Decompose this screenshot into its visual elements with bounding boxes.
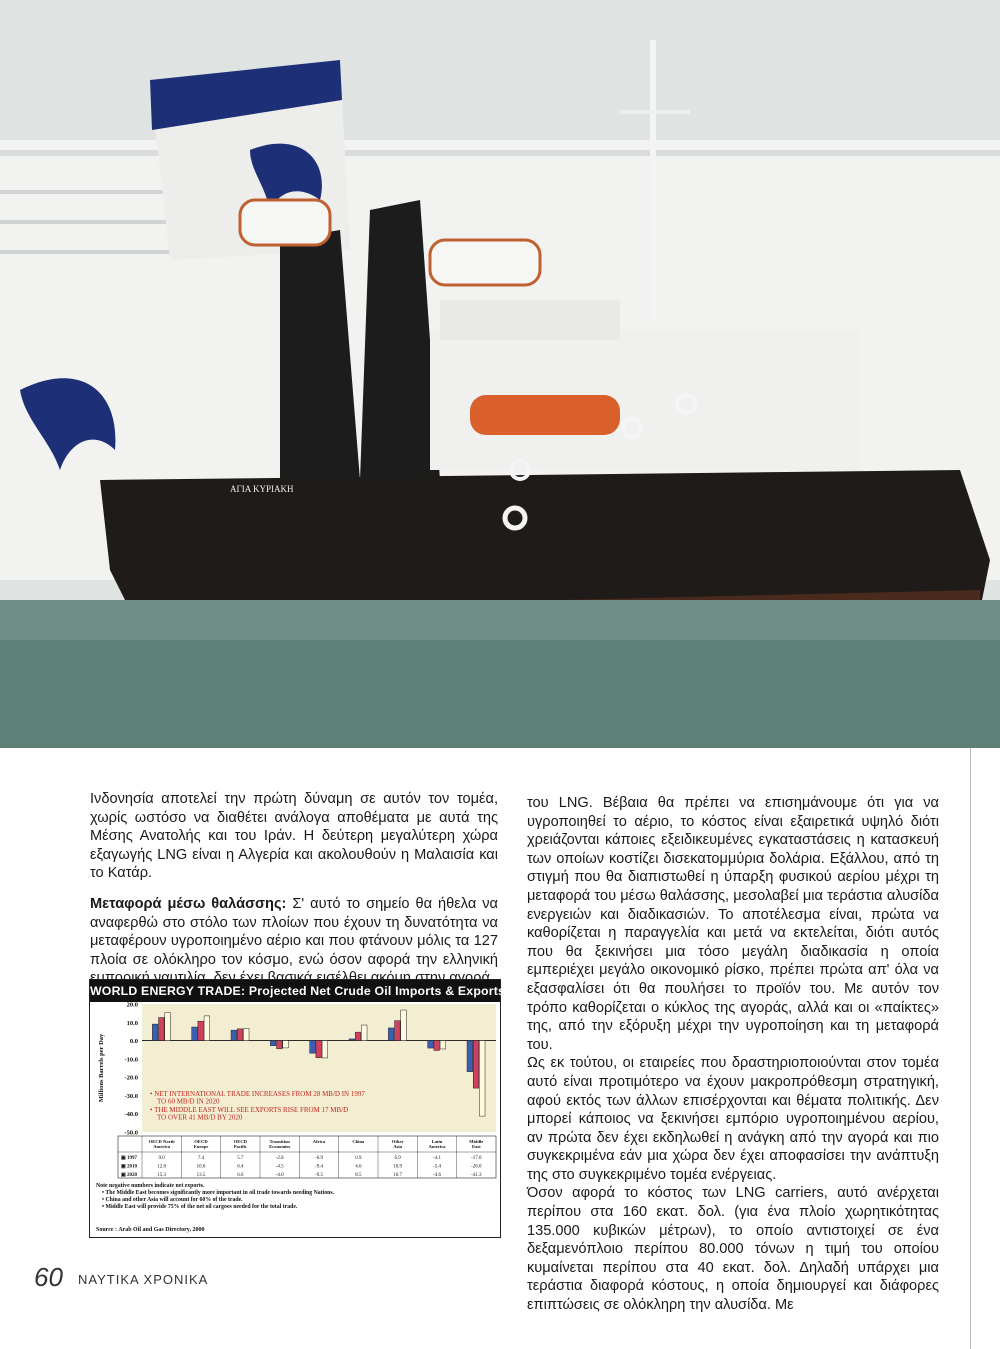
bar-2020 [479, 1041, 485, 1117]
left-para-2-text: Σ' αυτό το σημείο θα ήθελα να αναφερθώ στο στόλο των πλοίων που έχουν τη δυνατότητα να μεταφέρουν υγροποιημένο αέριο και που φτάνουν μόλις τα 127 πλοία σε ολόκληρο τον κόσμο, ενώ όσον αφορά την ελληνική [90, 895, 498, 968]
energy-trade-chart [89, 979, 570, 1238]
table-cell: 10.6 [196, 1164, 206, 1170]
bar-2010 [277, 1041, 283, 1049]
left-para-1: Ινδονησία αποτελεί την πρώτη δύναμη σε αυτόν τον τομέα, χωρίς ωστόσο να διαθέτει ανάλογα αποθέματα με αυτά της Μέσης Ανατολής και του Ιράν. Η δεύτερη μεγαλύτερη χώρα εξαγωγής LNG είναι η Αλγερία και ακολουθούν η Μαλαισία και το Κατάρ. [90, 791, 498, 882]
table-cell: -41.3 [471, 1173, 482, 1178]
right-para-3: Όσον αφορά το κόστος των LNG carriers, αυτό ανέρχεται περίπου στα 160 εκατ. δολ. (για ένα πλοίο χωρητικότητας 135.000 κυβικών μέτρων), το οποίο αντιστοιχεί σε ένα δεξαμενόπλοιο περίπου 80.000 τόνων η τιμή του οποίου κυμαίνεται περίπου στα 40 εκατ. δολ. Δηλαδή υπάρχει μια τεράστια διαφορά κόστους, η οποία δημιουργεί και διάφορες επιπτώσεις σε ολόκληρη την αλυσίδα. Με [527, 1185, 939, 1314]
table-cell: 6.4 [237, 1164, 244, 1170]
annotation-continuation: TO 60 MB/D IN 2020 [157, 1097, 220, 1106]
bar-2010 [198, 1021, 204, 1040]
table-cell: 15.3 [157, 1173, 167, 1178]
publication-name: ΝΑΥΤΙΚΑ ΧΡΟΝΙΚΑ [78, 1272, 209, 1287]
table-cell: 10.9 [393, 1164, 403, 1170]
table-row-label: ▣ 1997 [121, 1156, 137, 1161]
chart-title: WORLD ENERGY TRADE: Projected Net Crude Oil Imports & Exports 1997-2020 [90, 980, 500, 1002]
ship-name: ΑΓΙΑ ΚΥΡΙΑΚΗ [230, 484, 294, 494]
page-edge [970, 748, 971, 1349]
annotation-continuation: TO OVER 41 MB/D BY 2020 [157, 1113, 243, 1122]
bar-2020 [283, 1041, 289, 1048]
table-cell: -9.4 [315, 1164, 323, 1170]
bar-2010 [316, 1041, 322, 1058]
category-label: Middle East [469, 1139, 484, 1149]
category-label: Latin America [428, 1139, 446, 1149]
category-label: China [352, 1139, 365, 1144]
left-para-2 [90, 895, 498, 988]
table-cell: -2.8 [275, 1156, 284, 1161]
bar-2020 [440, 1041, 446, 1049]
annotation-2: THE MIDDLE EAST WILL SEE EXPORTS RISE FROM 17 MB/D [154, 1106, 349, 1114]
table-cell: -6.9 [315, 1156, 323, 1161]
bar-1997 [310, 1041, 316, 1054]
table-cell: -4.1 [433, 1156, 441, 1161]
bar-2020 [322, 1041, 328, 1058]
left-column [90, 790, 498, 988]
table-cell: -26.0 [471, 1164, 482, 1170]
table-cell: -5.4 [433, 1164, 441, 1170]
y-tick-label: -40.0 [124, 1111, 138, 1119]
category-label: OECD North America [148, 1139, 175, 1149]
section-heading: Μεταφορά μέσω θαλάσσης: [90, 895, 287, 912]
bar-2010 [355, 1032, 361, 1040]
table-cell: 6.6 [237, 1173, 244, 1178]
table-cell: 6.9 [394, 1156, 401, 1161]
bar-2010 [395, 1021, 401, 1041]
right-para-1: του LNG. Βέβαια θα πρέπει να επισημάνουμε ότι για να υγροποιηθεί το αέριο, το κόστος είναι εξαιρετικά υψηλό διότι χρειάζονται κάποιες εξειδικευμένες εγκαταστάσεις η κατασκευή των οποίων κοστίζει δισεκατομμύρια δολάρια. Εξάλλου, από τη στιγμή που θα διαπιστωθεί η ύπαρξη φυσικού αερίου μέχρι τη μεταφορά του μέσω θαλάσσης, μεσολαβεί μια τεράστια αλυσίδα ενεργειών και διαδικασιών. Το αποτέλεσμα είναι, πρώτα να καθορίζεται η παραγγελία και μετά να εκτελείται, διότι αυτός που θα ξεκινήσει μια τόσο μεγάλη διαδικασία η οποία εμπεριέχει μεγάλο οικονομικό ρίσκο, πρέπει πρώτα απ' όλα να εξασφαλίσει ότι θα πουλήσει το προϊόν του. Με αυτόν τον τρόπο καθορίζεται ο κύκλος της αγοράς, αλλά και οι «παίκτες» της, από την εξόρυξη μέχρι την υγροποίηση και τη μεταφορά του. [527, 795, 939, 1053]
bar-2020 [243, 1029, 249, 1041]
right-column [527, 794, 939, 1315]
chart-note: • The Middle East becomes significantly more important in oil trade towards needing Nations. [102, 1190, 335, 1196]
page-number: 60 [34, 1262, 63, 1292]
bar-1997 [152, 1024, 158, 1040]
bar-1997 [192, 1027, 198, 1041]
category-label: Transition Economies [269, 1139, 291, 1149]
chart-note: Note negative numbers indicate net exports. [96, 1183, 205, 1189]
bar-2020 [361, 1025, 367, 1041]
bar-2010 [473, 1041, 479, 1089]
table-cell: 0.9 [355, 1156, 362, 1161]
table-cell: -4.5 [275, 1164, 284, 1170]
table-cell: 7.4 [197, 1156, 205, 1161]
bar-2020 [401, 1010, 407, 1041]
table-cell: -17.0 [471, 1156, 482, 1161]
bar-1997 [349, 1039, 355, 1041]
table-row-label: ▣ 2010 [121, 1164, 137, 1170]
y-tick-label: 0.0 [129, 1038, 138, 1046]
table-cell: -9.5 [315, 1173, 323, 1178]
bar-1997 [467, 1041, 473, 1072]
table-cell: 16.7 [393, 1173, 403, 1178]
table-cell: -4.6 [433, 1173, 441, 1178]
bar-1997 [270, 1041, 276, 1046]
y-tick-label: -30.0 [124, 1092, 138, 1100]
bar-2010 [159, 1018, 165, 1041]
category-label: Africa [312, 1139, 326, 1144]
chart-note: • Middle East will provide 75% of the net oil cargoes needed for the total trade. [102, 1204, 298, 1210]
y-tick-label: 20.0 [126, 1001, 138, 1009]
chart-source: Source : Arab Oil and Gas Directory, 2000 [96, 1227, 205, 1233]
table-cell: -4.0 [275, 1173, 284, 1178]
chart-svg [90, 1002, 500, 1237]
chart-note: • China and other Asia will account for 60% of the trade. [102, 1197, 243, 1203]
category-label: OECD Pacific [233, 1139, 247, 1149]
bar-1997 [231, 1030, 237, 1040]
bar-2020 [165, 1013, 171, 1041]
table-cell: 8.5 [355, 1173, 362, 1178]
annotation-1-line-1: • NET INTERNATIONAL TRADE INCREASES FROM 28 MB/D IN 1997 TO 60 MB/D IN 2020 [150, 1090, 365, 1106]
y-tick-label: -50.0 [124, 1129, 138, 1137]
bar-2010 [434, 1041, 440, 1051]
bar-1997 [388, 1028, 394, 1041]
annotation-1: NET INTERNATIONAL TRADE INCREASES FROM 28 MB/D IN 1997 [154, 1090, 365, 1098]
y-axis-label: Millions Barrels per Day [98, 1033, 105, 1103]
right-para-2: Ως εκ τούτου, οι εταιρείες που δραστηριοποιούνται στον τομέα αυτό είναι προτιμότερο να έχουν μακροπρόθεσμη στρατηγική, αφού εκτός των άλλων επισέρχονται και θέματα πολιτικής. Δεν μπορεί κάποιος να ξεκινήσει εμπόριο υγροποιημένου αερίου, αν πρώτα δεν έχει εκδηλωθεί η ανάγκη από την αγορά και πιο συγκεκριμένα εάν μια χώρα δεν έχει αποφασίσει την ανάπτυξη της στο συγκεκριμένο τομέα ενέργειας. [527, 1055, 939, 1183]
table-cell: 13.5 [196, 1173, 206, 1178]
category-label: Other Asia [391, 1139, 404, 1149]
table-row-label: ▣ 2020 [121, 1173, 137, 1178]
y-tick-label: -10.0 [124, 1056, 138, 1064]
bar-1997 [428, 1041, 434, 1048]
annotation-2-line-1: • THE MIDDLE EAST WILL SEE EXPORTS RISE FROM 17 MB/D TO OVER 41 MB/D BY 2020 [150, 1106, 349, 1122]
bar-2010 [237, 1029, 243, 1041]
table-cell: 5.7 [237, 1156, 244, 1161]
y-tick-label: 10.0 [126, 1019, 138, 1027]
table-cell: 4.6 [355, 1164, 362, 1170]
bar-2020 [204, 1016, 210, 1041]
y-tick-label: -20.0 [124, 1074, 138, 1082]
table-cell: 9.0 [158, 1156, 165, 1161]
table-cell: 12.6 [157, 1164, 167, 1170]
category-label: OECD Europe [193, 1139, 209, 1149]
